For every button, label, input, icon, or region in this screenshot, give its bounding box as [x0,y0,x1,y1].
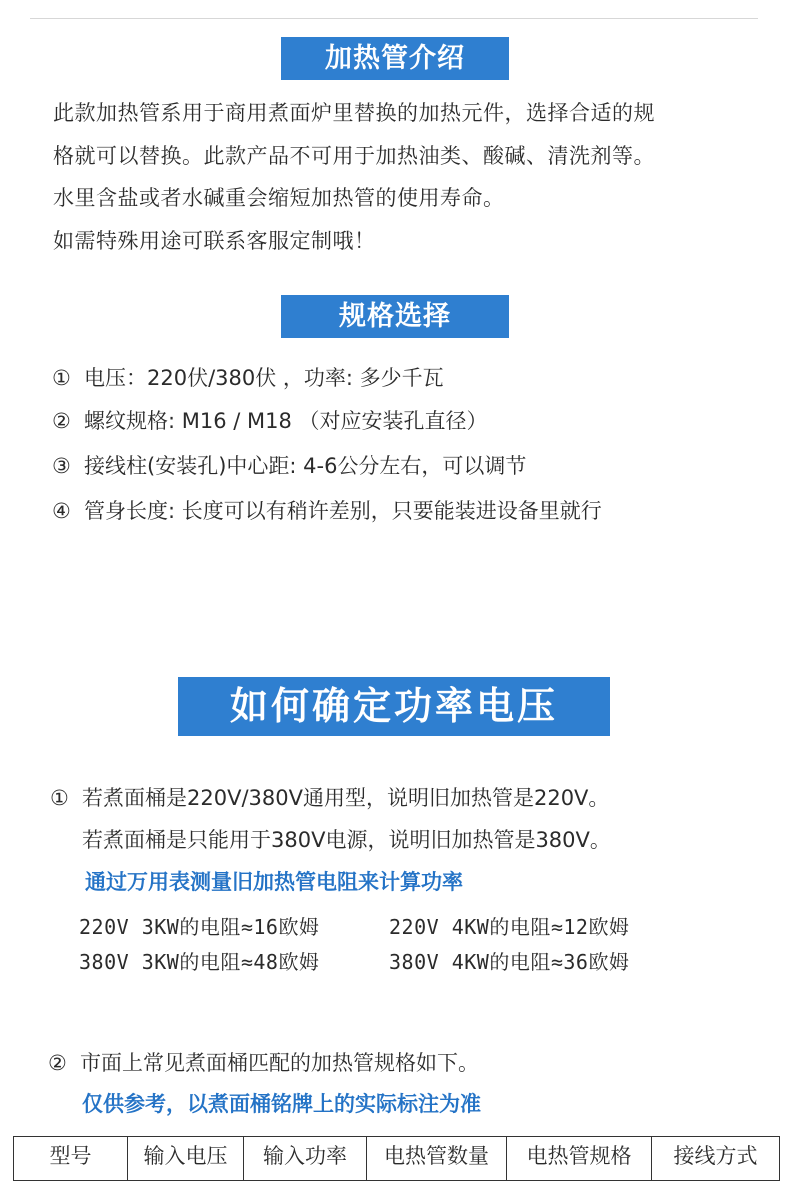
resistance-220v-4kw: 220V 4KW的电阻≈12欧姆 [389,915,630,939]
spec-item-voltage [52,362,444,392]
header-model: 型号 [14,1137,128,1181]
header-tube-spec: 电热管规格 [507,1137,652,1181]
reference-note: 仅供参考，以煮面桶铭牌上的实际标注为准 [82,1092,481,1116]
point-text: 市面上常见煮面桶匹配的加热管规格如下。 [80,1051,479,1075]
table-header-row [14,1137,780,1181]
spec-text: 螺纹规格: M16 / M18 （对应安装孔直径） [84,409,488,433]
point-number: ② [48,1051,67,1075]
power-point-2-line-1 [48,1047,479,1077]
header-input-voltage: 输入电压 [128,1137,244,1181]
resistance-380v-3kw: 380V 3KW的电阻≈48欧姆 [79,950,320,974]
measure-note: 通过万用表测量旧加热管电阻来计算功率 [85,870,463,894]
spec-number: ④ [52,499,71,523]
spec-number: ③ [52,454,71,478]
spec-table [13,1136,780,1181]
spec-text: 接线柱(安装孔)中心距: 4-6公分左右，可以调节 [84,454,527,478]
resistance-220v-3kw: 220V 3KW的电阻≈16欧姆 [79,915,320,939]
intro-line-3: 水里含盐或者水碱重会缩短加热管的使用寿命。 [53,186,505,210]
resistance-380v-4kw: 380V 4KW的电阻≈36欧姆 [389,950,630,974]
section-title-power: 如何确定功率电压 [178,677,610,736]
spec-number: ② [52,409,71,433]
spec-item-length [52,495,602,525]
intro-line-2: 格就可以替换。此款产品不可用于加热油类、酸碱、清洗剂等。 [53,144,655,168]
section-title-spec: 规格选择 [281,295,509,338]
spec-item-terminal [52,450,526,480]
power-point-1-line-1 [50,782,609,812]
top-divider [30,18,758,19]
spec-text: 电压：220伏/380伏 ，功率: 多少千瓦 [84,366,444,390]
spec-number: ① [52,366,71,390]
intro-line-4: 如需特殊用途可联系客服定制哦！ [53,229,376,253]
header-wiring: 接线方式 [652,1137,780,1181]
section-title-intro: 加热管介绍 [281,37,509,80]
header-input-power: 输入功率 [244,1137,367,1181]
intro-line-1: 此款加热管系用于商用煮面炉里替换的加热元件，选择合适的规 [53,101,655,125]
header-tube-count: 电热管数量 [367,1137,507,1181]
spec-item-thread [52,405,488,435]
power-point-1-line-2: 若煮面桶是只能用于380V电源，说明旧加热管是380V。 [82,828,611,852]
point-text: 若煮面桶是220V/380V通用型，说明旧加热管是220V。 [82,786,610,810]
point-number: ① [50,786,69,810]
spec-text: 管身长度: 长度可以有稍许差别，只要能装进设备里就行 [84,499,602,523]
